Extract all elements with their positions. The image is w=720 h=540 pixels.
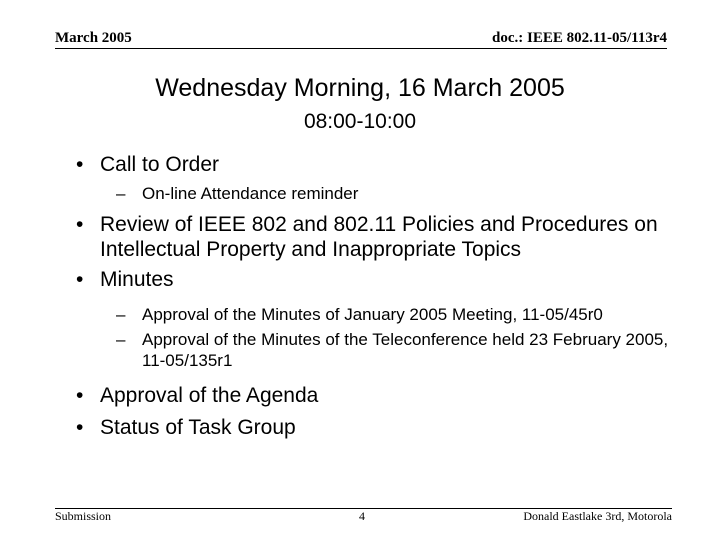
- header-divider: [55, 48, 667, 49]
- footer-submission: Submission: [55, 509, 112, 523]
- slide-subtitle: 08:00-10:00: [303, 110, 417, 133]
- agenda-subitem-minutes-january: [116, 304, 676, 325]
- dash-marker: –: [116, 330, 126, 349]
- agenda-subitem-label: Approval of the Minutes of the Teleconference held 23 February 2005, 11-05/135r1: [142, 330, 669, 370]
- agenda-subitem-label: On-line Attendance reminder: [142, 184, 359, 203]
- agenda-list: [76, 152, 676, 440]
- agenda-subitem-attendance: [116, 183, 676, 204]
- agenda-item-label: Call to Order: [100, 153, 220, 176]
- bullet-marker: •: [76, 384, 84, 407]
- footer-author: Donald Eastlake 3rd, Motorola: [523, 509, 672, 523]
- header-doc-number: doc.: IEEE 802.11-05/113r4: [491, 30, 667, 46]
- agenda-item-label: Approval of the Agenda: [100, 384, 319, 407]
- agenda-item-review-policies: [76, 212, 676, 262]
- agenda-item-label: Minutes: [100, 268, 174, 291]
- agenda-item-label: Status of Task Group: [100, 416, 296, 439]
- slide-title: Wednesday Morning, 16 March 2005: [155, 74, 565, 102]
- agenda-subitem-minutes-teleconference: [116, 329, 676, 371]
- agenda-item-call-to-order: [76, 152, 676, 177]
- footer-page-number: 4: [359, 509, 365, 523]
- header-date: March 2005: [55, 30, 132, 46]
- bullet-marker: •: [76, 268, 84, 291]
- agenda-item-minutes: [76, 267, 676, 292]
- bullet-marker: •: [76, 213, 84, 236]
- bullet-marker: •: [76, 153, 84, 176]
- bullet-marker: •: [76, 416, 84, 439]
- agenda-item-label: Review of IEEE 802 and 802.11 Policies and Procedures on Intellectual Property and Inappropriate Topics: [100, 213, 658, 261]
- agenda-subitem-label: Approval of the Minutes of January 2005 Meeting, 11-05/45r0: [142, 305, 603, 324]
- dash-marker: –: [116, 184, 126, 203]
- agenda-item-status-task-group: [76, 415, 676, 440]
- dash-marker: –: [116, 305, 126, 324]
- agenda-item-approval-agenda: [76, 383, 676, 408]
